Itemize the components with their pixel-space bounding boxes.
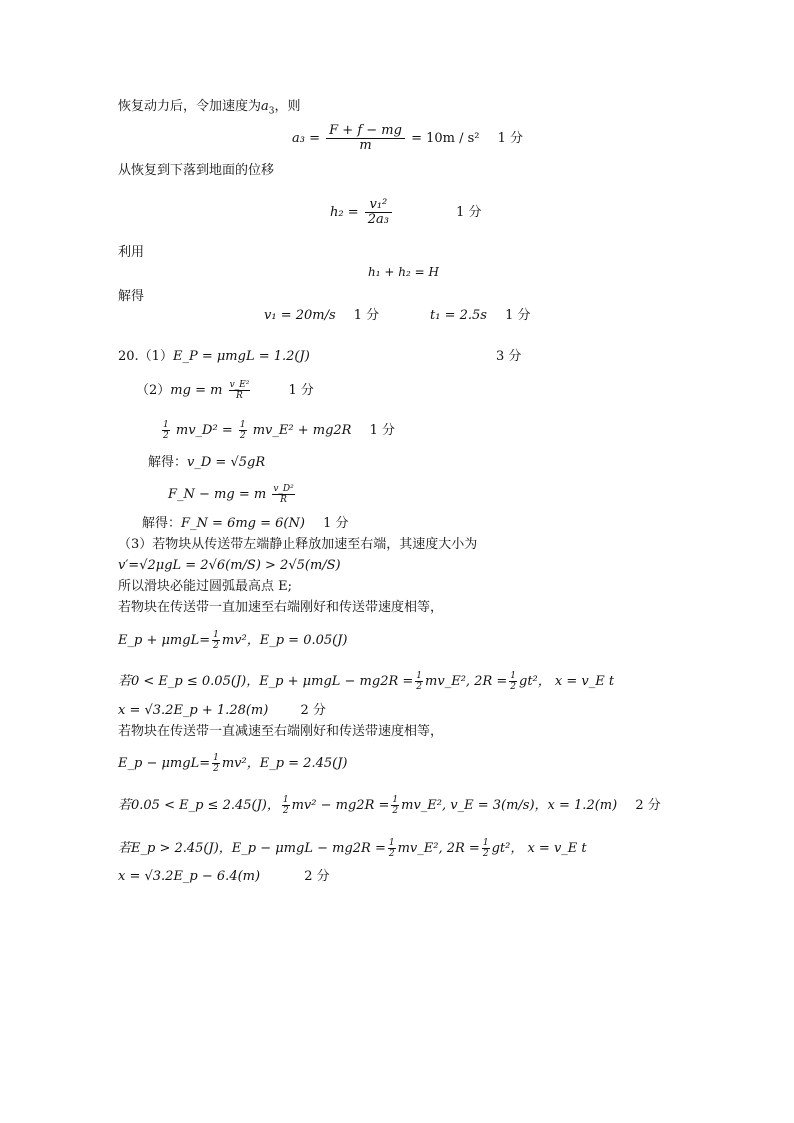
frac-h2-den: 2a₃: [367, 212, 389, 227]
text-line-1: [118, 98, 301, 121]
q3-eq3-c: gt²， x = v_E t: [519, 674, 615, 689]
frac-den: 2: [239, 431, 246, 441]
frac-num: 1: [282, 795, 289, 805]
q3-eq6-b: mv² − mg2R =: [291, 798, 390, 813]
sub-3: 3: [268, 106, 275, 117]
q3-eq3-b: mv_E², 2R =: [425, 674, 508, 689]
q3-eq6: [118, 795, 661, 816]
equation-a3: [292, 124, 523, 153]
q3-eq5: [118, 753, 347, 774]
q3-eq3-a: 若0 < E_p ≤ 0.05(J)，E_p + μmgL − mg2R =: [118, 674, 414, 689]
q3-eq6-a: 若0.05 < E_p ≤ 2.45(J)，: [118, 798, 280, 813]
frac-num: 1: [392, 795, 399, 805]
q3-eq8-expr: x = √3.2E_p − 6.4(m): [118, 869, 261, 884]
score-label: 1 分: [505, 308, 531, 323]
q20-label: 20.（1）: [118, 349, 173, 364]
energy-eq-mid: mv_D² =: [175, 423, 233, 438]
frac-a3-den: m: [359, 138, 372, 153]
frac-num: v_D²: [273, 484, 294, 494]
frac-ve-r: [229, 380, 251, 401]
frac-half: [482, 838, 490, 859]
q3-eq4: [118, 702, 326, 720]
frac-half: [212, 630, 220, 651]
q3-eq6-c: mv_E², v_E = 3(m/s)，x = 1.2(m): [401, 798, 618, 813]
frac-half-1: [162, 420, 170, 441]
text-p4: 解得: [118, 289, 145, 304]
frac-num: 1: [482, 838, 489, 848]
score-label: 1 分: [288, 383, 314, 398]
q3-text3: 若物块在传送带一直加速至右端刚好和传送带速度相等，: [118, 600, 444, 615]
frac-half: [509, 671, 517, 692]
q20-eq: E_P = μmgL = 1.2(J): [172, 349, 310, 364]
equation-v1: [264, 307, 379, 325]
frac-a3-num: F + f − mg: [326, 124, 405, 139]
q2-eq-left: mg = m: [170, 383, 223, 398]
frac-den: 2: [392, 806, 399, 816]
frac-den: 2: [482, 849, 489, 859]
fn-result: [142, 515, 348, 533]
frac-den: 2: [163, 431, 169, 441]
frac-half: [388, 838, 396, 859]
score-label: 1 分: [353, 308, 380, 323]
q3-eq4-expr: x = √3.2E_p + 1.28(m): [118, 703, 269, 718]
frac-num: 1: [239, 420, 246, 430]
frac-num: 1: [213, 630, 219, 640]
eq-v1: v₁ = 20m/s: [264, 308, 336, 323]
score-label: 1 分: [369, 423, 396, 438]
frac-half: [415, 671, 423, 692]
q2-label: （2）: [136, 383, 171, 398]
q3-eq7-b: mv_E², 2R =: [397, 841, 480, 856]
score-label: 2 分: [304, 869, 330, 884]
energy-eq: [160, 420, 395, 441]
q3-eq5-b: mv²，E_p = 2.45(J): [221, 756, 348, 771]
q3-text4: 若物块在传送带一直减速至右端刚好和传送带速度相等，: [118, 724, 444, 739]
q3-text: （3）若物块从传送带左端静止释放加速至右端，其速度大小为: [118, 537, 478, 552]
q3-eq2-c: ，E_p = 0.05(J): [246, 633, 348, 648]
q3-eq3: [118, 671, 614, 692]
q3-eq2-a: E_p + μmgL=: [118, 633, 211, 648]
equation-t1: [430, 307, 531, 325]
q20-score: 3 分: [496, 349, 522, 364]
frac-num: 1: [213, 753, 219, 763]
fn-eq: F_N = 6mg = 6(N): [181, 516, 305, 531]
frac-den: R: [236, 391, 243, 401]
q3-eq7-c: gt²， x = v_E t: [491, 841, 587, 856]
frac-den: 2: [416, 682, 423, 692]
frac-half: [212, 753, 220, 774]
q3-eq2-b: mv²: [221, 633, 247, 648]
q3-eq5-a: E_p − μmgL=: [118, 756, 211, 771]
eq-h2-lhs: h₂ =: [330, 205, 359, 220]
energy-eq-end: mv_E² + mg2R: [252, 423, 352, 438]
frac-num: 1: [510, 671, 516, 681]
frac-half: [282, 795, 290, 816]
frac-den: 2: [213, 641, 219, 651]
score-label: 1 分: [323, 516, 349, 531]
equation-h-sum: h₁ + h₂ = H: [368, 265, 439, 279]
frac-h2: [365, 198, 392, 227]
text-p3: 利用: [118, 245, 145, 260]
score-label: 1 分: [456, 205, 482, 220]
normal-force-eq: [168, 484, 297, 505]
frac-num: 1: [416, 671, 423, 681]
frac-h2-num: v₁²: [365, 198, 392, 213]
frac-den: 2: [282, 806, 289, 816]
frac-num: 1: [388, 838, 395, 848]
score-label: 1 分: [497, 131, 524, 146]
var-a: a: [261, 99, 269, 114]
q3-text2: 所以滑块必能过圆弧最高点 E;: [118, 579, 293, 594]
vd-label: 解得：: [148, 455, 188, 470]
frac-num: 1: [163, 420, 169, 430]
frac-a3: [326, 124, 405, 153]
q20-part1: [118, 348, 310, 366]
eq-a3-rhs: = 10m / s²: [411, 131, 480, 146]
score-label: 2 分: [635, 798, 661, 813]
fn-label: 解得：: [142, 516, 182, 531]
q3-eq-velocity: v′=√2μgL = 2√6(m/S) > 2√5(m/S): [118, 558, 341, 573]
frac-den: 2: [213, 764, 219, 774]
vd-eq: v_D = √5gR: [187, 455, 266, 470]
frac-den: 2: [388, 849, 395, 859]
q3-eq2: [118, 630, 348, 651]
frac-den: 2: [510, 682, 516, 692]
frac-half: [391, 795, 399, 816]
eq-a3-lhs: a₃ =: [292, 131, 320, 146]
fn-eq-left: F_N − mg = m: [168, 487, 267, 502]
frac-num: v_E²: [229, 380, 250, 390]
eq-t1: t₁ = 2.5s: [430, 308, 487, 323]
q20-part2: [136, 380, 314, 401]
q3-eq8: [118, 868, 330, 886]
text-p2: 从恢复到下落到地面的位移: [118, 163, 275, 178]
frac-half-2: [239, 420, 247, 441]
equation-h2: [330, 198, 482, 227]
q3-eq7-a: 若E_p > 2.45(J)，E_p − μmgL − mg2R =: [118, 841, 386, 856]
frac-den: R: [280, 495, 287, 505]
score-label: 2 分: [300, 703, 326, 718]
vd-result: [148, 454, 265, 472]
text-p1: 恢复动力后，令加速度为: [118, 99, 262, 114]
frac-vd-r: [272, 484, 294, 505]
q3-eq7: [118, 838, 587, 859]
text-p1-end: ，则: [274, 99, 301, 114]
